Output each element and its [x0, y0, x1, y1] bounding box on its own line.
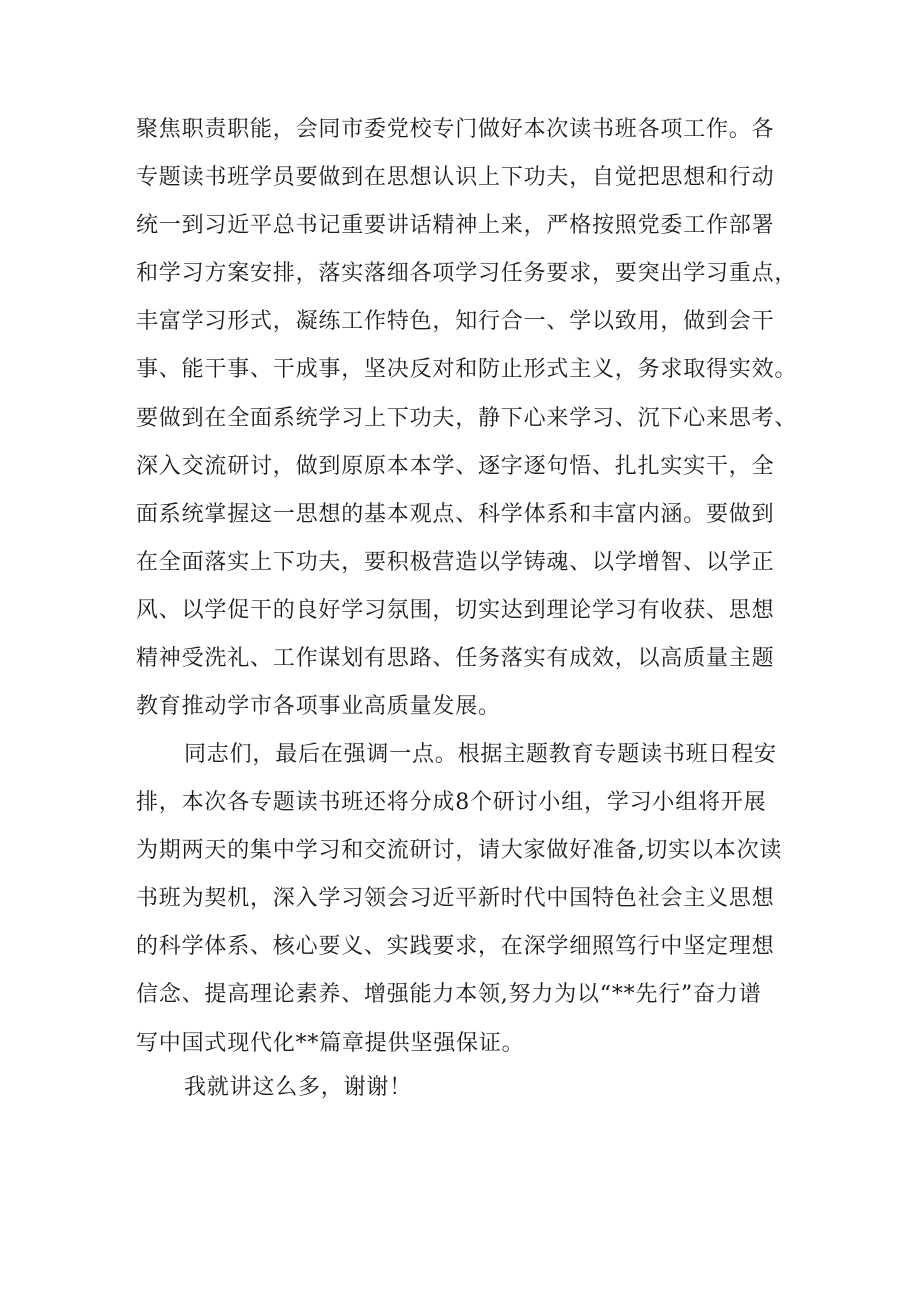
text-line: 风、以学促干的良好学习氛围，切实达到理论学习有收获、思想: [136, 597, 775, 623]
body-paragraph-1: [136, 106, 816, 731]
text-line: 书班为契机，深入学习领会习近平新时代中国特色社会主义思想: [136, 886, 775, 912]
text-line: 要做到在全面系统学习上下功夫，静下心来学习、沉下心来思考、: [136, 405, 798, 431]
closing-paragraph: [136, 1064, 816, 1112]
text-line: 排，本次各专题读书班还将分成8个研讨小组，学习小组将开展: [136, 790, 767, 816]
text-line: 我就讲这么多，谢谢！: [184, 1075, 413, 1100]
text-line: 事、能干事、干成事，坚决反对和防止形式主义，务求取得实效。: [136, 357, 798, 383]
text-line: 面系统掌握这一思想的基本观点、科学体系和丰富内涵。要做到: [136, 501, 775, 527]
text-line: 丰富学习形式，凝练工作特色，知行合一、学以致用，做到会干: [136, 309, 775, 335]
text-line: 统一到习近平总书记重要讲话精神上来，严格按照党委工作部署: [136, 213, 775, 239]
text-line: 的科学体系、核心要义、实践要求，在深学细照笃行中坚定理想: [136, 934, 775, 960]
body-paragraph-2: [136, 731, 816, 1068]
text-line: 为期两天的集中学习和交流研讨，请大家做好准备,切实以本次读: [136, 838, 783, 864]
text-line: 同志们，最后在强调一点。根据主题教育专题读书班日程安: [184, 742, 777, 767]
text-line: 信念、提高理论素养、增强能力本领,努力为以“**先行”奋力谱: [136, 982, 762, 1008]
text-line: 写中国式现代化**篇章提供坚强保证。: [136, 1030, 525, 1056]
text-line: 聚焦职责职能，会同市委党校专门做好本次读书班各项工作。各: [136, 117, 775, 142]
text-line: 精神受洗礼、工作谋划有思路、任务落实有成效，以高质量主题: [136, 646, 775, 672]
text-line: 在全面落实上下功夫，要积极营造以学铸魂、以学增智、以学正: [136, 549, 775, 575]
text-line: 专题读书班学员要做到在思想认识上下功夫，自觉把思想和行动: [136, 165, 775, 191]
text-line: 教育推动学市各项事业高质量发展。: [136, 694, 501, 720]
text-line: 和学习方案安排，落实落细各项学习任务要求，要突出学习重点，: [136, 261, 798, 287]
text-line: 深入交流研讨，做到原原本本学、逐字逐句悟、扎扎实实干，全: [136, 453, 775, 479]
